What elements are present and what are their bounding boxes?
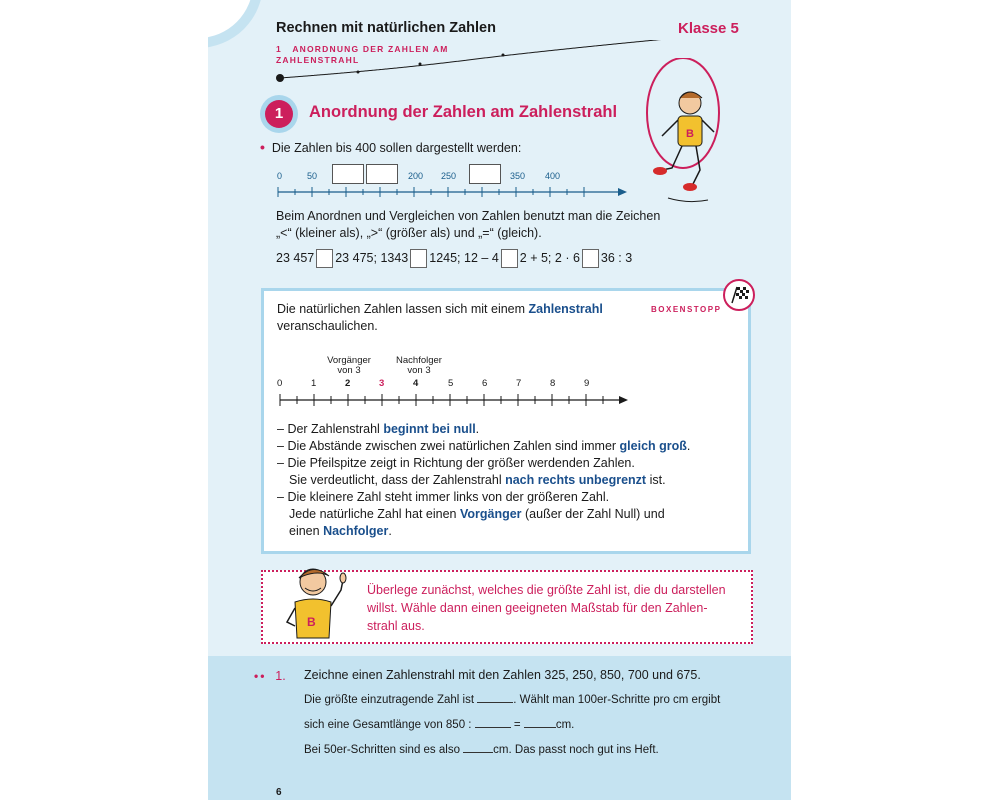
info-point-1	[277, 421, 737, 438]
svg-text:B: B	[686, 128, 694, 140]
intro-line	[260, 139, 521, 157]
tip-line-2: willst. Wähle dann einen geeigneten Maßstab für den Zahlen-	[367, 601, 708, 615]
point-keyword: Nachfolger	[323, 524, 389, 538]
compare-paragraph	[276, 208, 676, 242]
comparison-3-right: 2 + 5;	[519, 250, 552, 265]
chapter-title: Rechnen mit natürlichen Zahlen	[276, 20, 496, 36]
point-text-end: .	[475, 422, 480, 436]
tick-7: 7	[516, 378, 522, 389]
point-text: Die Pfeilspitze zeigt in Richtung der größer werdenden Zahlen.	[287, 456, 635, 470]
infobox-intro	[277, 301, 637, 335]
tip-text	[367, 581, 747, 635]
tip-line-1: Überlege zunächst, welches die größte Zahl ist, die du darstellen	[367, 583, 726, 597]
tick-4: 4	[413, 378, 419, 389]
tick-8: 8	[550, 378, 556, 389]
blank-box-100[interactable]	[332, 164, 364, 184]
checkered-flag-icon	[725, 281, 753, 309]
infobox-intro-text-2: veranschaulichen.	[277, 319, 378, 333]
infobox-intro-text: Die natürlichen Zahlen lassen sich mit einem	[277, 302, 529, 316]
intro-text: Die Zahlen bis 400 sollen dargestellt werden:	[271, 141, 522, 155]
exercise-line-2-text: sich eine Gesamtlänge von 850 :	[304, 719, 472, 731]
tick-1: 1	[311, 378, 317, 389]
predecessor-of-three: von 3	[337, 365, 361, 376]
point-text: Der Zahlenstrahl	[287, 422, 384, 436]
exercise-header	[254, 667, 286, 685]
jump-rope-boy-illustration	[628, 58, 738, 218]
page-number: 6	[276, 787, 282, 798]
blank-box-300[interactable]	[469, 164, 501, 184]
subchapter-number: 1	[276, 44, 282, 54]
tick-5: 5	[448, 378, 454, 389]
exercise-line-3-text: Bei 50er-Schritten sind es also	[304, 744, 460, 756]
point-keyword: gleich groß	[619, 439, 687, 453]
predecessor-label	[324, 356, 374, 376]
comparison-exercises	[276, 249, 632, 268]
point-text: einen	[289, 524, 324, 538]
comparison-3-left: 12 – 4	[464, 250, 499, 265]
exercise-number: 1.	[275, 669, 286, 683]
compare-line-2: „<“ (kleiner als), „>“ (größer als) und „=“ (gleich).	[276, 226, 542, 240]
comparison-3-box[interactable]	[501, 249, 518, 268]
point-text-end: (außer der Zahl Null) und	[521, 507, 665, 521]
tick-6: 6	[482, 378, 488, 389]
boxenstopp-infobox	[261, 288, 751, 554]
comparison-4-right: 36 : 3	[600, 250, 633, 265]
number-line-400	[273, 184, 633, 200]
dash: –	[277, 422, 284, 436]
dash: –	[277, 456, 284, 470]
workbook-page	[208, 0, 791, 800]
point-keyword: beginnt bei null	[383, 422, 476, 436]
tick-label-200: 200	[408, 171, 424, 181]
point-text-end: .	[388, 524, 392, 538]
comparison-4-left: 2 · 6	[554, 250, 580, 265]
dash: –	[277, 490, 284, 504]
checkered-flag-badge	[723, 279, 755, 311]
exercise-line-1-text: Die größte einzutragende Zahl ist	[304, 694, 475, 706]
answer-blank-divisor[interactable]	[475, 727, 511, 728]
boxenstopp-label: BOXENSTOPP	[651, 305, 722, 314]
info-point-4-cont-2	[277, 523, 737, 540]
compare-line-1: Beim Anordnen und Vergleichen von Zahlen benutzt man die Zeichen	[276, 209, 661, 223]
predecessor-label-text: Vorgänger	[327, 355, 371, 366]
tick-label-350: 350	[510, 171, 526, 181]
exercise-task: Zeichne einen Zahlenstrahl mit den Zahlen 325, 250, 850, 700 und 675.	[304, 668, 701, 682]
point-text: Jede natürliche Zahl hat einen	[289, 507, 460, 521]
exercise-line-3	[304, 742, 659, 759]
difficulty-dots: ••	[254, 669, 267, 683]
point-text: Sie verdeutlicht, dass der Zahlenstrahl	[289, 473, 506, 487]
point-keyword: nach rechts unbegrenzt	[505, 473, 647, 487]
tick-0: 0	[277, 378, 283, 389]
comparison-1-box[interactable]	[316, 249, 333, 268]
exercise-unit: cm.	[555, 719, 575, 731]
answer-blank-largest[interactable]	[477, 702, 513, 703]
tick-3: 3	[379, 378, 385, 389]
comparison-1-right: 23 475;	[335, 250, 377, 265]
blank-box-150[interactable]	[366, 164, 398, 184]
comparison-2-right: 1245;	[429, 250, 461, 265]
exercise-equals: =	[513, 719, 521, 731]
comparison-2-left: 1343	[380, 250, 409, 265]
tick-9: 9	[584, 378, 590, 389]
exercise-line-3-text-2: cm. Das passt noch gut ins Heft.	[493, 744, 659, 756]
tick-2: 2	[345, 378, 351, 389]
section-number-badge: 1	[265, 100, 293, 128]
section-title: Anordnung der Zahlen am Zahlenstrahl	[309, 103, 618, 121]
point-keyword: Vorgänger	[459, 507, 522, 521]
comparison-4-box[interactable]	[582, 249, 599, 268]
infobox-points	[277, 421, 737, 540]
point-text: Die Abstände zwischen zwei natürlichen Zahlen sind immer	[287, 439, 620, 453]
class-label: Klasse 5	[678, 20, 739, 37]
infobox-intro-keyword: Zahlenstrahl	[528, 302, 603, 316]
successor-label-text: Nachfolger	[396, 355, 442, 366]
dash: –	[277, 439, 284, 453]
exercise-line-1-text-2: . Wählt man 100er-Schritte pro cm ergibt	[513, 694, 721, 706]
subchapter-line-1: ANORDNUNG DER ZAHLEN AM	[292, 44, 449, 54]
answer-blank-length[interactable]	[524, 727, 556, 728]
info-point-4-cont	[277, 506, 737, 523]
successor-of-three: von 3	[407, 365, 431, 376]
tick-label-0: 0	[277, 171, 283, 181]
successor-label	[391, 356, 447, 376]
subchapter-line-2: ZAHLENSTRAHL	[276, 55, 360, 65]
info-point-3	[277, 455, 737, 472]
info-point-4	[277, 489, 737, 506]
tick-label-400: 400	[545, 171, 561, 181]
point-text-end: ist.	[646, 473, 666, 487]
thinking-boy-illustration	[273, 560, 363, 650]
answer-blank-50-steps[interactable]	[463, 752, 493, 753]
exercise-line-2	[304, 717, 574, 734]
tick-label-50: 50	[307, 171, 318, 181]
info-point-3-cont	[277, 472, 737, 489]
info-point-2	[277, 438, 737, 455]
tip-line-3: strahl aus.	[367, 619, 425, 633]
point-text: Die kleinere Zahl steht immer links von der größeren Zahl.	[287, 490, 610, 504]
svg-text:B: B	[307, 615, 316, 629]
comparison-2-box[interactable]	[410, 249, 427, 268]
bullet-icon: •	[260, 139, 265, 155]
exercise-band	[208, 656, 791, 800]
tick-label-250: 250	[441, 171, 457, 181]
comparison-1-left: 23 457	[276, 250, 315, 265]
exercise-line-1	[304, 692, 720, 709]
point-text-end: .	[686, 439, 691, 453]
number-line-0-9	[274, 391, 634, 409]
